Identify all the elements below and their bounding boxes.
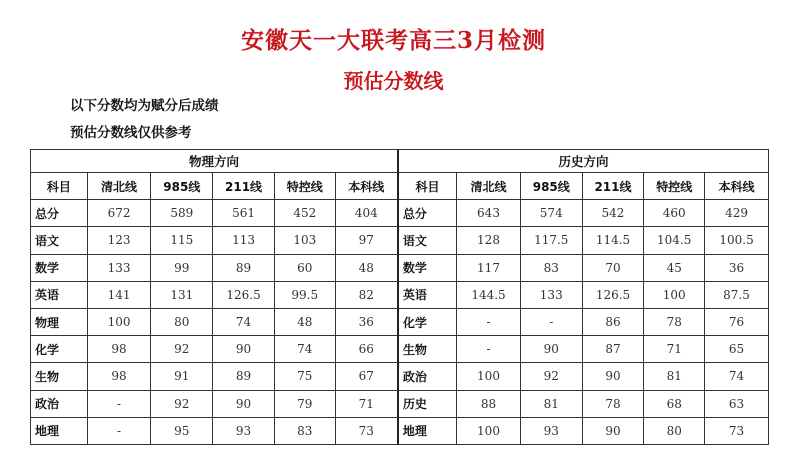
physics-score-cell: 99 [151, 254, 213, 281]
table-row [31, 390, 769, 417]
physics-score-cell: 92 [151, 390, 213, 417]
direction-row [31, 150, 769, 173]
physics-subject-label: 物理 [31, 308, 88, 335]
history-column-header: 特控线 [644, 173, 705, 200]
physics-subject-label: 数学 [31, 254, 88, 281]
physics-score-cell: 141 [87, 281, 151, 308]
history-score-cell: 65 [705, 336, 769, 363]
physics-column-header: 985线 [151, 173, 213, 200]
physics-score-cell: 73 [335, 417, 398, 444]
history-score-cell: 460 [644, 200, 705, 227]
history-score-cell: 144.5 [457, 281, 521, 308]
physics-subject-header: 科目 [31, 173, 88, 200]
physics-score-cell: 74 [274, 336, 335, 363]
history-score-cell: 81 [644, 363, 705, 390]
physics-subject-label: 生物 [31, 363, 88, 390]
history-score-cell: 74 [705, 363, 769, 390]
physics-score-cell: 91 [151, 363, 213, 390]
history-score-cell: 128 [457, 227, 521, 254]
physics-score-cell: 123 [87, 227, 151, 254]
physics-subject-label: 总分 [31, 200, 88, 227]
physics-score-cell: 97 [335, 227, 398, 254]
history-score-cell: 81 [520, 390, 582, 417]
physics-score-cell: 79 [274, 390, 335, 417]
physics-score-cell: 404 [335, 200, 398, 227]
physics-score-cell: 113 [213, 227, 275, 254]
history-score-cell: 117.5 [520, 227, 582, 254]
history-score-cell: 45 [644, 254, 705, 281]
physics-score-cell: 452 [274, 200, 335, 227]
history-subject-label: 总分 [398, 200, 457, 227]
history-score-cell: 86 [582, 308, 644, 335]
history-score-cell: - [520, 308, 582, 335]
history-score-cell: - [457, 308, 521, 335]
physics-score-cell: 90 [213, 390, 275, 417]
physics-score-cell: 93 [213, 417, 275, 444]
physics-score-cell: - [87, 390, 151, 417]
physics-subject-label: 语文 [31, 227, 88, 254]
physics-score-cell: 98 [87, 336, 151, 363]
history-score-cell: 100 [457, 417, 521, 444]
physics-score-cell: 95 [151, 417, 213, 444]
physics-score-cell: 75 [274, 363, 335, 390]
table-row [31, 281, 769, 308]
history-score-cell: 87.5 [705, 281, 769, 308]
physics-score-cell: 561 [213, 200, 275, 227]
history-score-cell: 78 [582, 390, 644, 417]
physics-score-cell: 67 [335, 363, 398, 390]
history-score-cell: 117 [457, 254, 521, 281]
history-subject-label: 政治 [398, 363, 457, 390]
history-score-cell: 80 [644, 417, 705, 444]
physics-score-cell: 71 [335, 390, 398, 417]
note-line-2: 预估分数线仅供参考 [70, 125, 192, 141]
history-score-cell: - [457, 336, 521, 363]
physics-score-cell: 80 [151, 308, 213, 335]
history-score-cell: 73 [705, 417, 769, 444]
history-column-header: 本科线 [705, 173, 769, 200]
history-score-cell: 93 [520, 417, 582, 444]
history-score-cell: 68 [644, 390, 705, 417]
history-score-cell: 126.5 [582, 281, 644, 308]
physics-score-cell: 115 [151, 227, 213, 254]
history-score-cell: 574 [520, 200, 582, 227]
physics-subject-label: 政治 [31, 390, 88, 417]
history-score-cell: 100.5 [705, 227, 769, 254]
column-header-row [31, 173, 769, 200]
physics-score-cell: 131 [151, 281, 213, 308]
table-row [31, 227, 769, 254]
physics-score-cell: 48 [274, 308, 335, 335]
history-score-cell: 36 [705, 254, 769, 281]
history-score-cell: 100 [644, 281, 705, 308]
physics-score-cell: 589 [151, 200, 213, 227]
history-score-cell: 104.5 [644, 227, 705, 254]
history-column-header: 985线 [520, 173, 582, 200]
table-row [31, 308, 769, 335]
physics-column-header: 211线 [213, 173, 275, 200]
physics-column-header: 清北线 [87, 173, 151, 200]
physics-score-cell: 90 [213, 336, 275, 363]
history-score-cell: 114.5 [582, 227, 644, 254]
physics-score-cell: 66 [335, 336, 398, 363]
history-column-header: 清北线 [457, 173, 521, 200]
physics-score-cell: 89 [213, 254, 275, 281]
history-score-cell: 133 [520, 281, 582, 308]
history-score-cell: 70 [582, 254, 644, 281]
history-score-cell: 542 [582, 200, 644, 227]
history-score-cell: 87 [582, 336, 644, 363]
history-score-cell: 643 [457, 200, 521, 227]
physics-score-cell: 36 [335, 308, 398, 335]
history-score-cell: 90 [582, 417, 644, 444]
physics-score-cell: 82 [335, 281, 398, 308]
physics-score-cell: 133 [87, 254, 151, 281]
history-score-cell: 90 [582, 363, 644, 390]
physics-score-cell: 89 [213, 363, 275, 390]
history-score-cell: 429 [705, 200, 769, 227]
history-subject-header: 科目 [398, 173, 457, 200]
physics-subject-label: 化学 [31, 336, 88, 363]
physics-score-cell: 60 [274, 254, 335, 281]
history-column-header: 211线 [582, 173, 644, 200]
physics-score-cell: 99.5 [274, 281, 335, 308]
history-score-cell: 92 [520, 363, 582, 390]
physics-score-cell: 48 [335, 254, 398, 281]
history-subject-label: 生物 [398, 336, 457, 363]
physics-score-cell: 103 [274, 227, 335, 254]
physics-subject-label: 英语 [31, 281, 88, 308]
history-score-cell: 100 [457, 363, 521, 390]
physics-score-cell: - [87, 417, 151, 444]
history-score-cell: 83 [520, 254, 582, 281]
history-score-cell: 71 [644, 336, 705, 363]
history-subject-label: 历史 [398, 390, 457, 417]
physics-column-header: 本科线 [335, 173, 398, 200]
physics-score-cell: 100 [87, 308, 151, 335]
physics-score-cell: 83 [274, 417, 335, 444]
physics-score-cell: 672 [87, 200, 151, 227]
history-subject-label: 化学 [398, 308, 457, 335]
physics-subject-label: 地理 [31, 417, 88, 444]
history-direction-header: 历史方向 [398, 150, 769, 173]
physics-score-cell: 126.5 [213, 281, 275, 308]
physics-column-header: 特控线 [274, 173, 335, 200]
table-row [31, 363, 769, 390]
history-subject-label: 英语 [398, 281, 457, 308]
physics-score-cell: 98 [87, 363, 151, 390]
physics-direction-header: 物理方向 [31, 150, 398, 173]
table-row [31, 254, 769, 281]
page-title: 安徽天一大联考高三3月检测 [240, 27, 546, 54]
page-subtitle: 预估分数线 [343, 69, 444, 93]
history-score-cell: 78 [644, 308, 705, 335]
physics-score-cell: 92 [151, 336, 213, 363]
history-score-cell: 63 [705, 390, 769, 417]
history-subject-label: 语文 [398, 227, 457, 254]
history-score-cell: 76 [705, 308, 769, 335]
history-subject-label: 数学 [398, 254, 457, 281]
table-row [31, 417, 769, 444]
history-score-cell: 88 [457, 390, 521, 417]
history-score-cell: 90 [520, 336, 582, 363]
score-table [30, 149, 769, 445]
history-subject-label: 地理 [398, 417, 457, 444]
table-row [31, 200, 769, 227]
table-row [31, 336, 769, 363]
note-line-1: 以下分数均为赋分后成绩 [70, 98, 219, 114]
physics-score-cell: 74 [213, 308, 275, 335]
